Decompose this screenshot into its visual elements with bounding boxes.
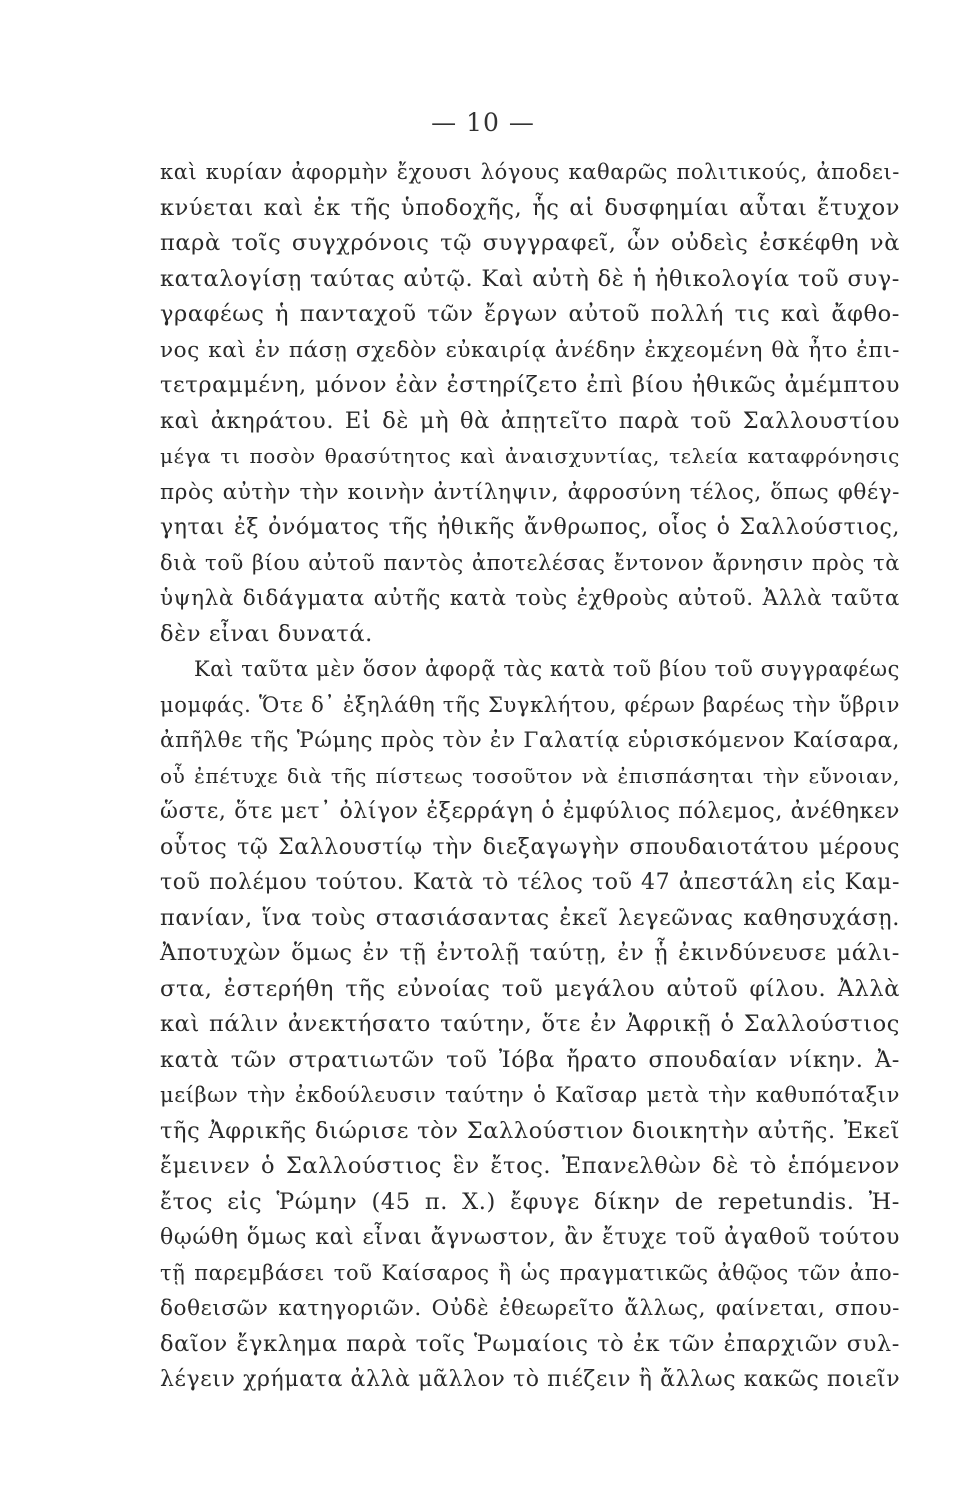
text-line: θῳώθη ὅμως καὶ εἶναι ἄγνωστον, ἂν ἔτυχε τοῦ ἀγαθοῦ τούτου <box>160 1225 900 1250</box>
text-line: ἔτος εἰς Ῥώμην (45 π. Χ.) ἔφυγε δίκην de repetundis. Ἠ- <box>160 1188 900 1215</box>
text-line: λέγειν χρήματα ἀλλὰ μᾶλλον τὸ πιέζειν ἢ ἄλλως κακῶς ποιεῖν <box>160 1367 901 1392</box>
text-line: ὥστε, ὅτε μετ᾽ ὀλίγον ἐξερράγη ὁ ἐμφύλιος πόλεμος, ἀνέθηκεν <box>160 799 900 824</box>
text-line: κνύεται καὶ ἐκ τῆς ὑποδοχῆς, ἧς αἱ δυσφημίαι αὗται ἔτυχον <box>160 194 900 221</box>
body-text <box>160 155 900 1398</box>
text-line: παρὰ τοῖς συγχρόνοις τῷ συγγραφεῖ, ὧν οὐδεὶς ἐσκέφθη νὰ <box>160 230 900 256</box>
text-line: μομφάς. Ὅτε δ᾽ ἐξηλάθη τῆς Συγκλήτου, φέρων βαρέως τὴν ὕβριν <box>160 692 900 717</box>
text-line: καὶ πάλιν ἀνεκτήσατο ταύτην, ὅτε ἐν Ἀφρικῇ ὁ Σαλλούστιος <box>160 1011 900 1037</box>
text-line: ὑψηλὰ διδάγματα αὐτῆς κατὰ τοὺς ἐχθροὺς αὐτοῦ. Ἀλλὰ ταῦτα <box>160 586 900 611</box>
text-line: κατὰ τῶν στρατιωτῶν τοῦ Ἰόβα ἤρατο σπουδαίαν νίκην. Ἀ- <box>160 1046 900 1073</box>
text-line: Καὶ ταῦτα μὲν ὅσον ἀφορᾷ τὰς κατὰ τοῦ βίου τοῦ συγγραφέως <box>194 657 900 681</box>
text-line: νος καὶ ἐν πάσῃ σχεδὸν εὐκαιρίᾳ ἀνέδην ἐκχεομένη θὰ ἦτο ἐπι- <box>160 337 900 363</box>
text-line: τετραμμένη, μόνον ἐὰν ἐστηρίζετο ἐπὶ βίου ἠθικῶς ἀμέμπτου <box>160 372 900 398</box>
text-line: καὶ ἀκηράτου. Εἰ δὲ μὴ θὰ ἀπῃτεῖτο παρὰ τοῦ Σαλλουστίου <box>160 407 900 434</box>
text-line: Ἀποτυχὼν ὅμως ἐν τῇ ἐντολῇ ταύτῃ, ἐν ᾗ ἐκινδύνευσε μάλι- <box>160 940 900 966</box>
text-line: γραφέως ἡ πανταχοῦ τῶν ἔργων αὐτοῦ πολλή τις καὶ ἄφθο- <box>160 301 900 327</box>
text-line: πανίαν, ἵνα τοὺς στασιάσαντας ἐκεῖ λεγεῶνας καθησυχάσῃ. <box>160 904 900 931</box>
text-line: γηται ἐξ ὀνόματος τῆς ἠθικῆς ἄνθρωπος, οἷος ὁ Σαλλούστιος, <box>160 515 900 540</box>
text-line: ἀπῆλθε τῆς Ῥώμης πρὸς τὸν ἐν Γαλατίᾳ εὑρισκόμενον Καίσαρα, <box>160 728 900 753</box>
text-line: καταλογίσῃ ταύτας αὐτῷ. Καὶ αὐτὴ δὲ ἡ ἠθικολογία τοῦ συγ- <box>160 265 900 292</box>
text-line: δοθεισῶν κατηγοριῶν. Οὐδὲ ἐθεωρεῖτο ἄλλως, φαίνεται, σπου- <box>160 1296 900 1321</box>
text-line: στα, ἐστερήθη τῆς εὐνοίας τοῦ μεγάλου αὐτοῦ φίλου. Ἀλλὰ <box>160 975 900 1002</box>
text-line: μείβων τὴν ἐκδούλευσιν ταύτην ὁ Καῖσαρ μετὰ τὴν καθυπόταξιν <box>160 1083 900 1107</box>
text-line: διὰ τοῦ βίου αὐτοῦ παντὸς ἀποτελέσας ἔντονον ἄρνησιν πρὸς τὰ <box>160 550 900 575</box>
text-line: τῆς Ἀφρικῆς διώρισε τὸν Σαλλούστιον διοικητὴν αὐτῆς. Ἐκεῖ <box>160 1117 900 1144</box>
text-line: μέγα τι ποσὸν θρασύτητος καὶ ἀναισχυντίας, τελεία καταφρόνησις <box>160 444 900 468</box>
text-line: τοῦ πολέμου τούτου. Κατὰ τὸ τέλος τοῦ 47 ἀπεστάλη εἰς Καμ- <box>160 870 900 895</box>
text-line: πρὸς αὐτὴν τὴν κοινὴν ἀντίληψιν, ἀφροσύνη τέλος, ὅπως φθέγ- <box>160 479 900 505</box>
text-line: δαῖον ἔγκλημα παρὰ τοῖς Ῥωμαίοις τὸ ἐκ τῶν ἐπαρχιῶν συλ- <box>160 1330 900 1357</box>
text-line: δὲν εἶναι δυνατά. <box>160 620 373 647</box>
text-line: οὗτος τῷ Σαλλουστίῳ τὴν διεξαγωγὴν σπουδαιοτάτου μέρους <box>160 834 900 860</box>
page-number: — 10 — <box>431 108 535 137</box>
text-line: ἔμεινεν ὁ Σαλλούστιος ἓν ἔτος. Ἐπανελθὼν δὲ τὸ ἑπόμενον <box>160 1153 900 1179</box>
text-line: τῇ παρεμβάσει τοῦ Καίσαρος ἢ ὡς πραγματικῶς ἀθῷος τῶν ἀπο- <box>160 1260 900 1285</box>
text-line: οὗ ἐπέτυχε διὰ τῆς πίστεως τοσοῦτον νὰ ἐπισπάσηται τὴν εὔνοιαν, <box>160 763 900 788</box>
text-line: καὶ κυρίαν ἀφορμὴν ἔχουσι λόγους καθαρῶς πολιτικούς, ἀποδει- <box>160 160 900 184</box>
